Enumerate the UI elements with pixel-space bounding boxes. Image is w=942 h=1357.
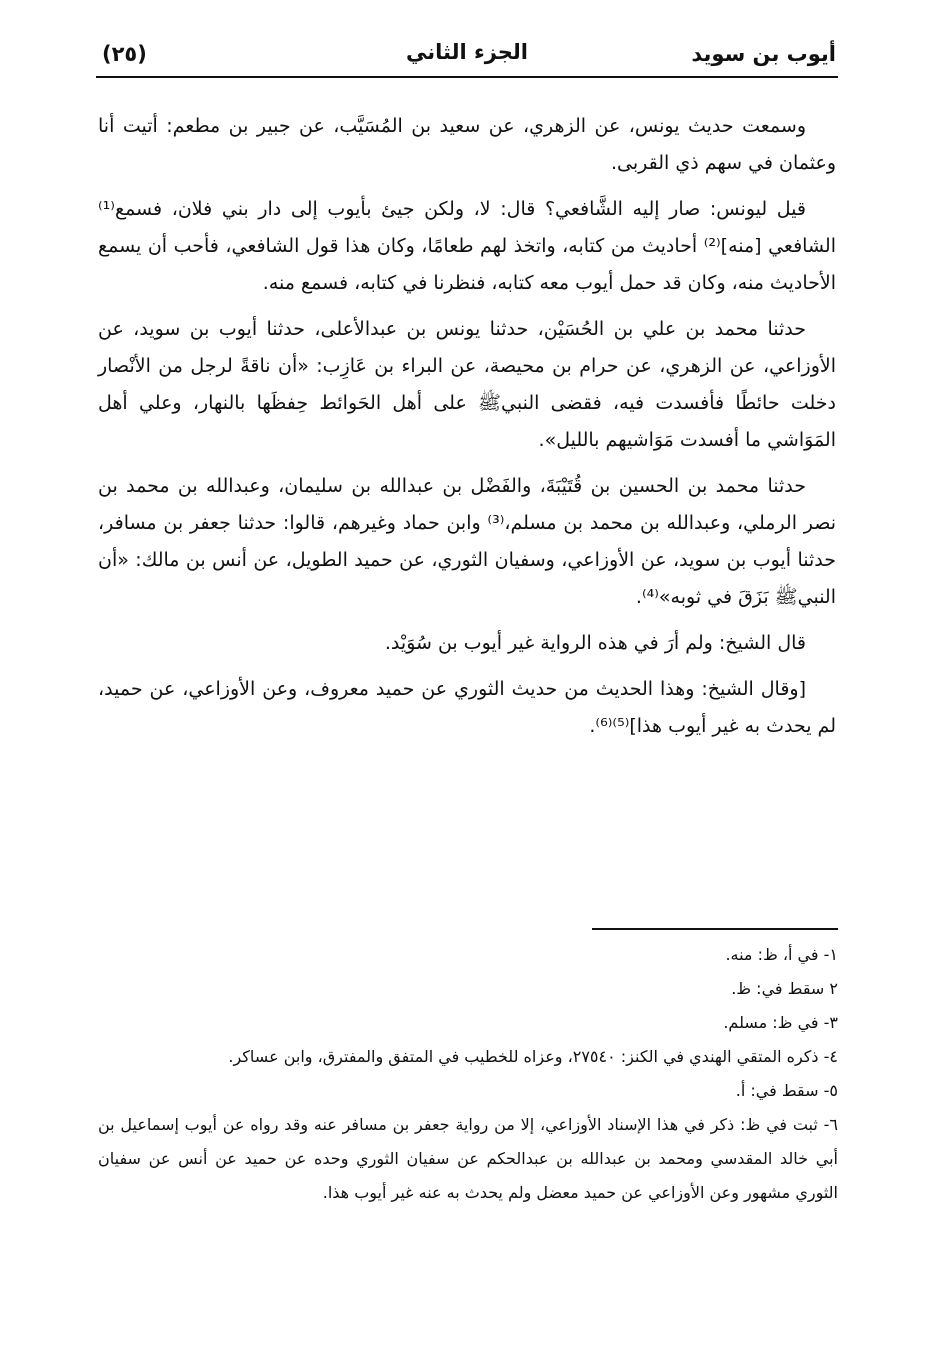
paragraph: وسمعت حديث يونس، عن الزهري، عن سعيد بن المُسَيَّب، عن جبير بن مطعم: أتيت أنا وعثمان في سهم ذي القربى.: [98, 115, 836, 174]
main-text: [98, 108, 836, 754]
paragraph: قال الشيخ: ولم أرَ في هذه الرواية غير أيوب بن سُوَيْد.: [384, 632, 806, 654]
footnote: ٥- سقط في: أ.: [735, 1081, 838, 1100]
footnote: ٣- في ظ: مسلم.: [723, 1013, 838, 1032]
volume-title: الجزء الثاني: [405, 40, 528, 64]
paragraph: حدثنا محمد بن علي بن الحُسَيْن، حدثنا يونس بن عبدالأعلى، حدثنا أيوب بن سويد، عن الأوزاعي، عن الزهري، عن حرام بن محيصة، عن البراء بن عَازِب: «أن ناقةً لرجل من الأنْصار دخلت حائطًا فأفسدت فيه، فقضى النبيﷺ على أهل الحَوائط حِفظَها بالنهار، وعلي أهل المَوَاشي ما أفسدت مَوَاشيهم بالليل».: [98, 318, 836, 451]
header-divider: [96, 76, 838, 78]
footnote: ٦- ثبت في ظ: ذكر في هذا الإسناد الأوزاعي، إلا من رواية جعفر بن مسافر عنه وقد رواه عن أيوب إسماعيل بن أبي خالد المقدسي ومحمد بن عبدالله بن عبدالحكم عن سفيان الثوري وحده عن حميد عن أنس عن سفيان الثوري مشهور وعن الأوزاعي عن حميد معضل ولم يحدث به عنه غير أيوب هذا.: [98, 1115, 838, 1202]
paragraph: حدثنا محمد بن الحسين بن قُتَيْبَةَ، والفَضْل بن عبدالله بن سليمان، وعبدالله بن محمد بن نصر الرملي، وعبدالله بن محمد بن مسلم،⁽³⁾ وابن حماد وغيرهم، قالوا: حدثنا جعفر بن مسافر، حدثنا أيوب بن سويد، عن الأوزاعي، وسفيان الثوري، عن حميد الطويل، عن أنس بن مالك: «أن النبيﷺ بَزَقَ في ثوبه»⁽⁴⁾.: [98, 475, 836, 608]
page-header: [96, 38, 838, 78]
footnote: ١- في أ، ظ: منه.: [725, 945, 838, 964]
page-number: (٢٥): [102, 42, 147, 66]
paragraph: قيل ليونس: صار إليه الشَّافعي؟ قال: لا، ولكن جيئ بأيوب إلى دار بني فلان، فسمع⁽¹⁾ الشافعي [منه]⁽²⁾ أحاديث من كتابه، واتخذ لهم طعامًا، وكان هذا قول الشافعي، فأحب أن يسمع الأحاديث منه، وكان قد حمل أيوب معه كتابه، فنظرنا في كتابه، فسمع منه.: [98, 198, 836, 294]
footnote: ٢ سقط في: ظ.: [731, 979, 838, 998]
paragraph: [وقال الشيخ: وهذا الحديث من حديث الثوري عن حميد معروف، وعن الأوزاعي، عن حميد، لم يحدث به غير أيوب هذا]⁽⁵⁾⁽⁶⁾.: [98, 678, 836, 737]
running-title: أيوب بن سويد: [691, 42, 836, 66]
footnote: ٤- ذكره المتقي الهندي في الكنز: ٢٧٥٤٠، وعزاه للخطيب في المتفق والمفترق، وابن عساكر.: [228, 1047, 838, 1066]
footnote-divider: [592, 928, 838, 930]
footnotes: [98, 938, 838, 1210]
